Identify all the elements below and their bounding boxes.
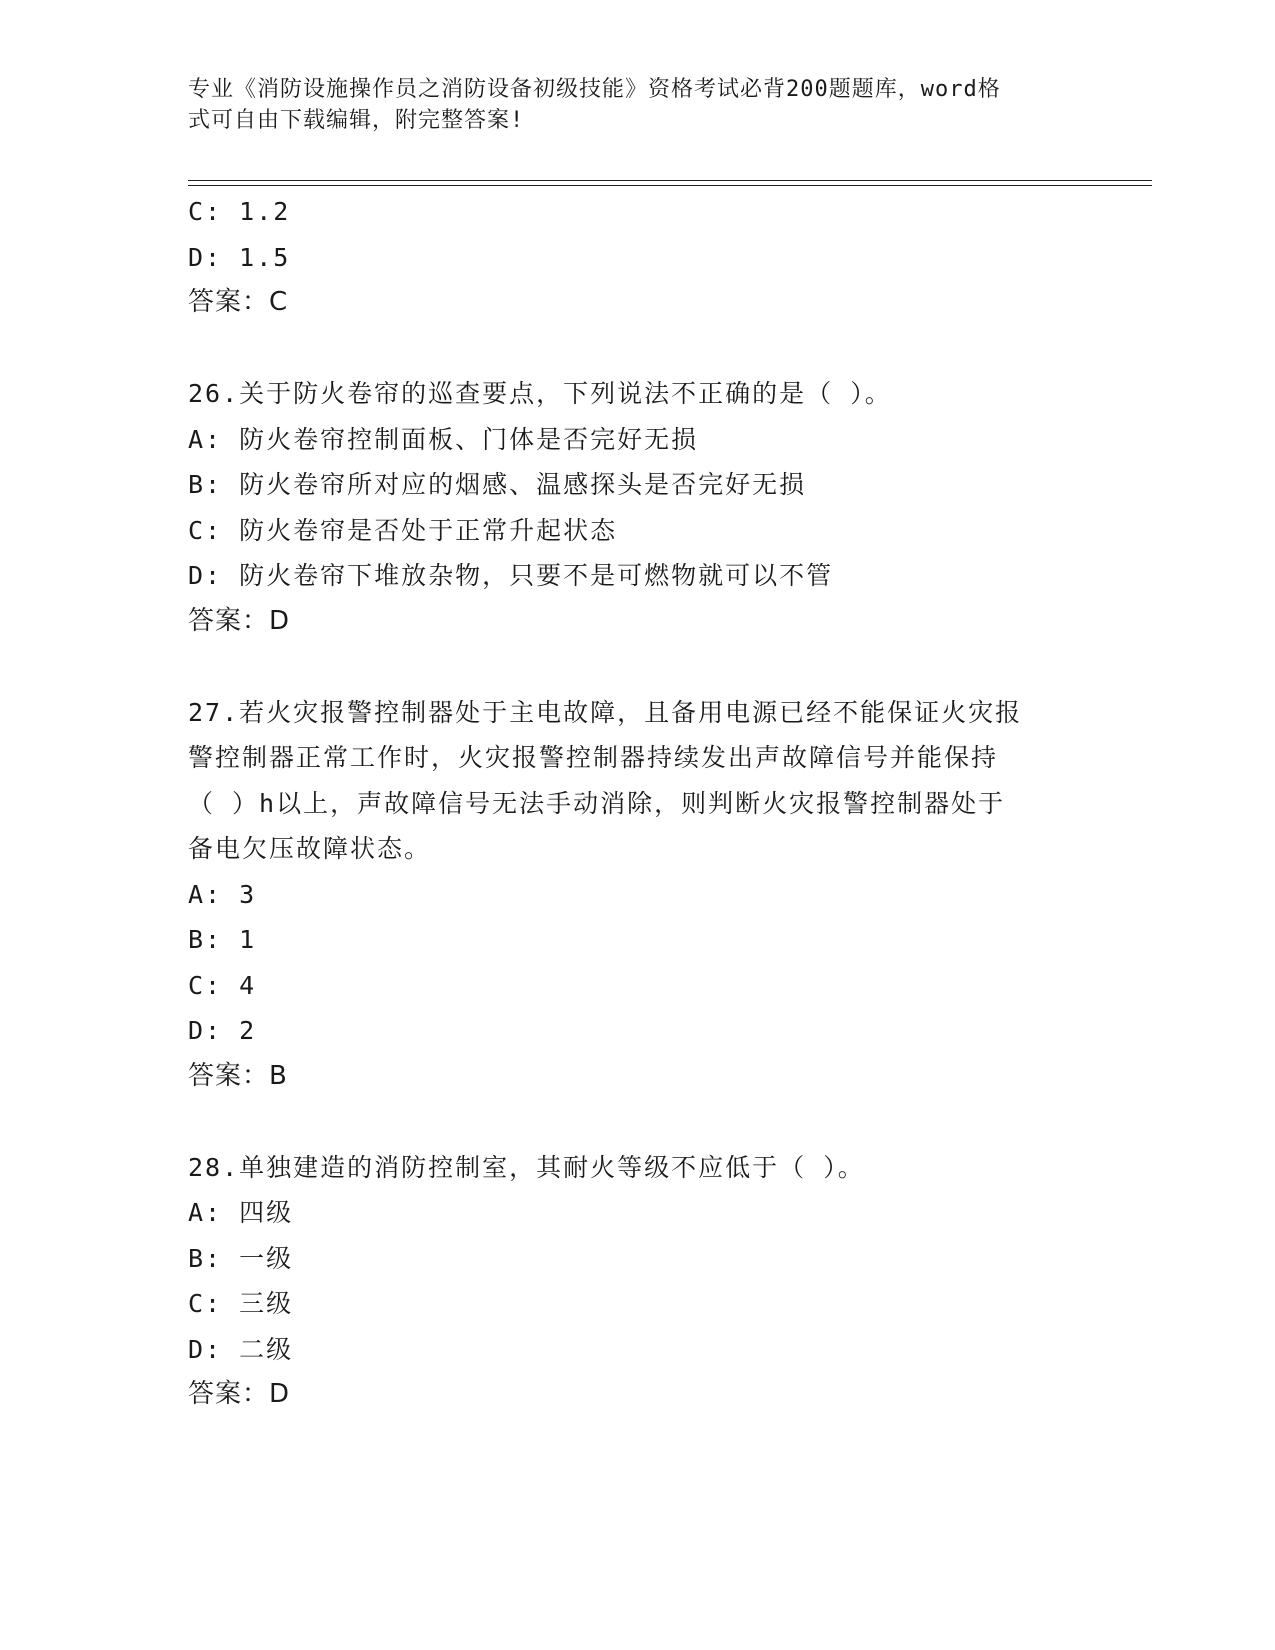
question-27 <box>188 690 1088 1100</box>
question-list <box>188 189 1088 1418</box>
question-26 <box>188 371 1088 644</box>
question-28 <box>188 1145 1088 1418</box>
question-stem-line-1: 27.若火灾报警控制器处于主电故障，且备用电源已经不能保证火灾报 <box>188 697 1023 727</box>
answer: 答案：C <box>188 287 289 317</box>
question-stem-line-4: 备电欠压故障状态。 <box>188 834 432 863</box>
option-d: D: 1.5 <box>188 242 291 272</box>
spacer <box>188 326 1088 372</box>
question-stem-line-2: 警控制器正常工作时，火灾报警控制器持续发出声故障信号并能保持 <box>188 743 999 772</box>
option-a: A: 防火卷帘控制面板、门体是否完好无损 <box>188 424 699 454</box>
answer: 答案：D <box>188 1379 291 1409</box>
header-divider-bottom <box>188 185 1152 186</box>
answer: 答案：D <box>188 605 291 636</box>
option-b: B: 一级 <box>188 1243 294 1273</box>
spacer <box>188 1099 1088 1145</box>
answer: 答案：B <box>188 1060 288 1091</box>
option-d: D: 二级 <box>188 1334 294 1364</box>
question-stem: 28.单独建造的消防控制室，其耐火等级不应低于（ ）。 <box>188 1152 865 1182</box>
header-line-2: 式可自由下载编辑，附完整答案! <box>188 108 525 133</box>
question-25-tail <box>188 189 1088 326</box>
option-d: D: 防火卷帘下堆放杂物，只要不是可燃物就可以不管 <box>188 561 834 590</box>
option-d: D: 2 <box>188 1016 257 1045</box>
option-c: C: 防火卷帘是否处于正常升起状态 <box>188 515 618 545</box>
question-stem: 26.关于防火卷帘的巡查要点，下列说法不正确的是（ ）。 <box>188 379 892 408</box>
option-a: A: 3 <box>188 879 257 909</box>
option-a: A: 四级 <box>188 1198 294 1227</box>
question-stem-line-3: （ ）h以上，声故障信号无法手动消除，则判断火灾报警控制器处于 <box>188 788 1006 818</box>
header-divider-top <box>188 180 1152 181</box>
option-b: B: 1 <box>188 925 257 954</box>
option-c: C: 三级 <box>188 1289 294 1318</box>
document-header <box>188 74 1068 136</box>
option-c: C: 4 <box>188 970 257 1000</box>
option-b: B: 防火卷帘所对应的烟感、温感探头是否完好无损 <box>188 470 807 499</box>
header-line-1: 专业《消防设施操作员之消防设备初级技能》资格考试必背200题题库，word格 <box>188 77 1001 102</box>
spacer <box>188 644 1088 690</box>
option-c: C: 1.2 <box>188 197 291 226</box>
